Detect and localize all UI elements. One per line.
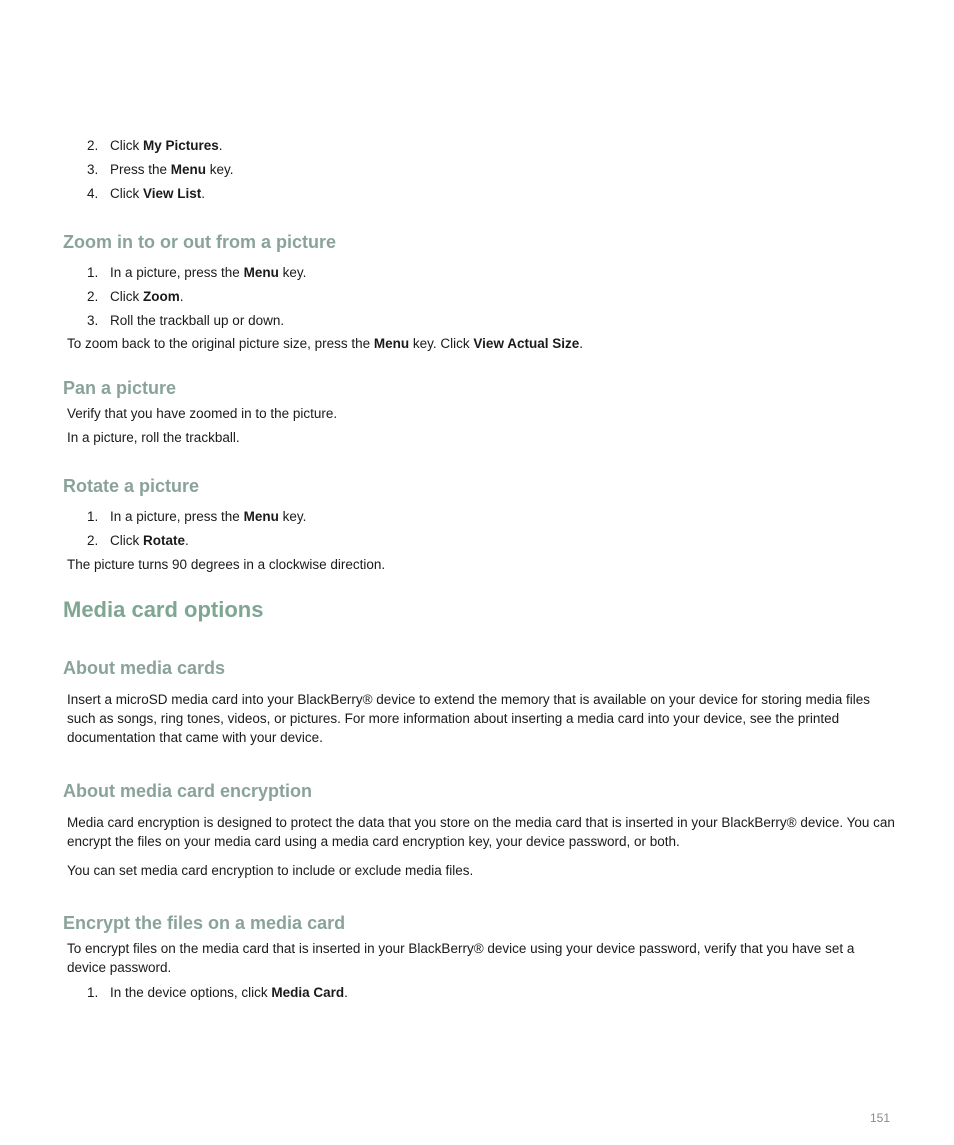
about-encryption-heading: About media card encryption — [63, 781, 313, 801]
zoom-heading: Zoom in to or out from a picture — [63, 232, 336, 252]
list-item: 1. In the device options, click Media Card. — [87, 985, 348, 1000]
encrypt-intro: To encrypt files on the media card that is inserted in your BlackBerry® device using your device password, verify that you have set a device password. — [67, 941, 855, 975]
list-item: 2. Click Rotate. — [87, 533, 189, 548]
page-number: 151 — [869, 1111, 890, 1125]
rotate-note: The picture turns 90 degrees in a clockwise direction. — [67, 557, 386, 572]
zoom-note: To zoom back to the original picture size, press the Menu key. Click View Actual Size. — [67, 336, 583, 351]
list-item: 3. Roll the trackball up or down. — [87, 313, 285, 328]
about-media-cards-text: Insert a microSD media card into your BlackBerry® device to extend the memory that is available on your device for storing media files such as songs, ring tones, videos, or pictures. For more information about inserting a media card into your device, see the printed documentation that came with your device. — [67, 692, 871, 745]
media-card-options-title: Media card options — [63, 597, 264, 622]
list-item: 4. Click View List. — [87, 186, 206, 201]
rotate-steps — [0, 505, 954, 553]
list-item: 3. Press the Menu key. — [87, 162, 234, 177]
steps-list-view-pictures — [0, 134, 954, 206]
zoom-steps — [0, 261, 954, 333]
list-item: 2. Click Zoom. — [87, 289, 184, 304]
pan-paragraph-2: In a picture, roll the trackball. — [67, 430, 240, 445]
about-encryption-paragraph-1: Media card encryption is designed to protect the data that you store on the media card that is inserted in your BlackBerry® device. You can encrypt the files on your media card using a media card encryption key, your device password, or both. — [67, 815, 895, 849]
about-encryption-paragraph-2: You can set media card encryption to include or exclude media files. — [67, 863, 474, 878]
rotate-heading: Rotate a picture — [63, 476, 200, 496]
encrypt-files-heading: Encrypt the files on a media card — [63, 913, 346, 933]
list-item: 1. In a picture, press the Menu key. — [87, 265, 307, 280]
pan-heading: Pan a picture — [63, 378, 177, 398]
list-item: 1. In a picture, press the Menu key. — [87, 509, 307, 524]
list-item: 2. Click My Pictures. — [87, 138, 223, 153]
pan-paragraph-1: Verify that you have zoomed in to the picture. — [67, 406, 338, 421]
about-media-cards-heading: About media cards — [63, 658, 226, 678]
encrypt-steps — [0, 981, 954, 1005]
